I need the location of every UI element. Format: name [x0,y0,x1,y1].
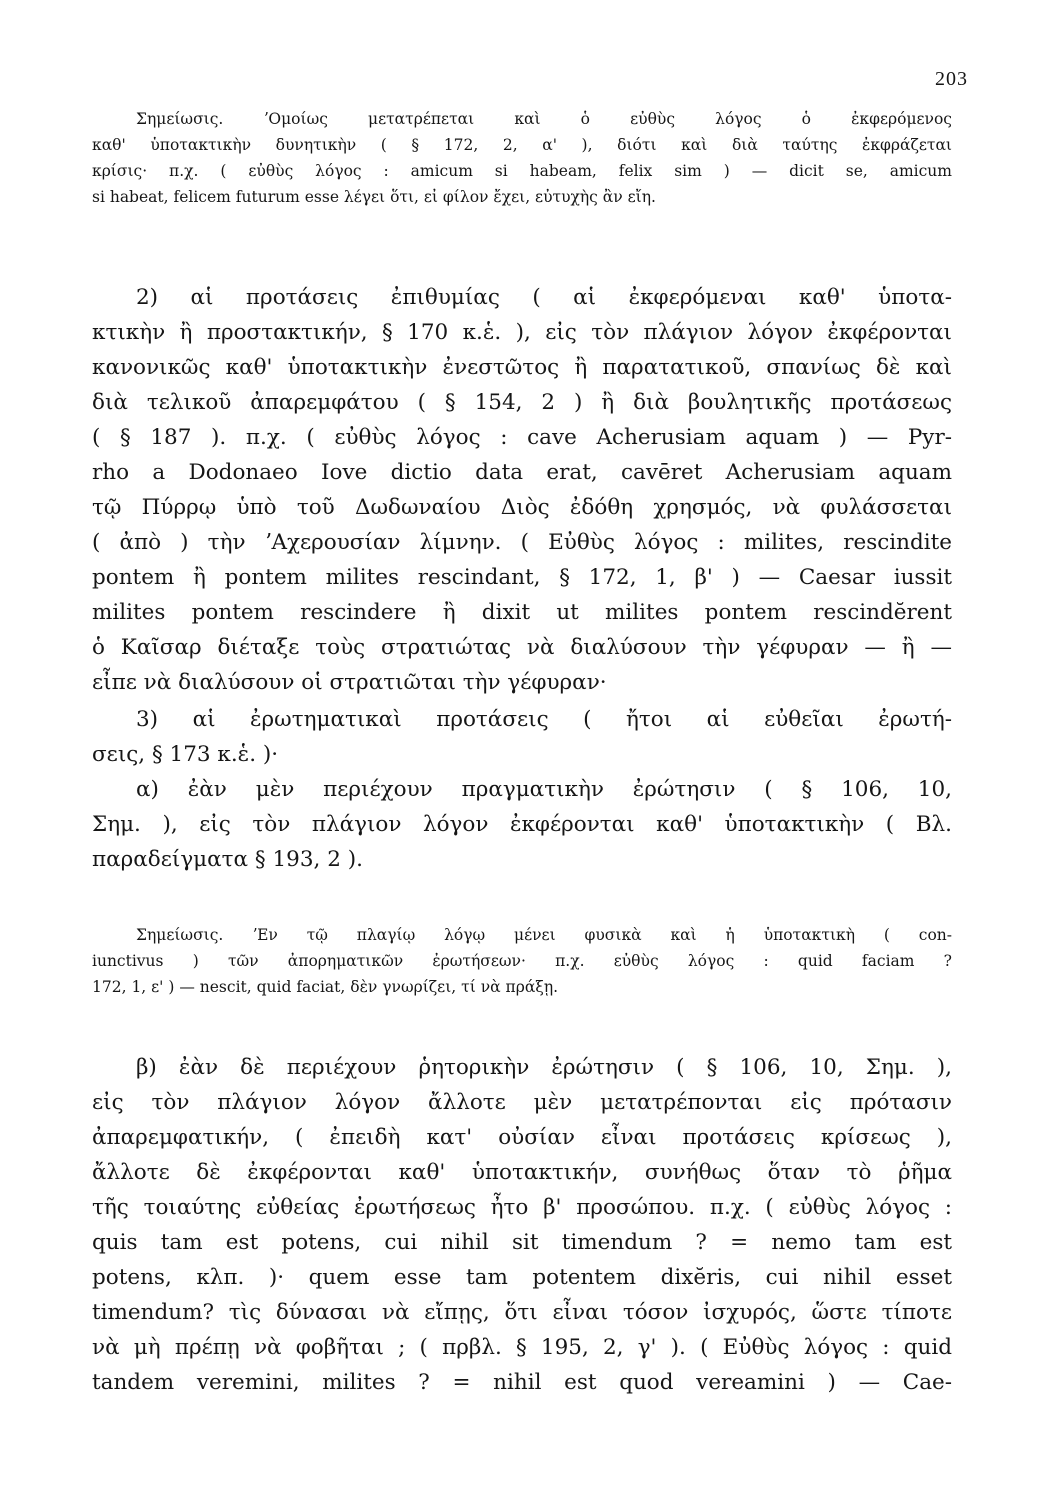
text-line: si habeat, felicem futurum esse λέγει ὅτι, εἰ φίλον ἔχει, εὐτυχὴς ἂν εἴη. [92,188,656,206]
text-line: iunctivus ) τῶν ἀπορηματικῶν ἐρωτήσεων· π.χ. εὐθὺς λόγος : quid faciam ? [92,952,952,970]
text-line: ( ἀπὸ ) τὴν ʼΑχερουσίαν λίμνην. ( Εὐθὺς λόγος : milites, rescindite [92,530,952,555]
text-line: 3) αἱ ἐρωτηματικαὶ προτάσεις ( ἤτοι αἱ εὐθεῖαι ἐρωτή- [136,707,952,732]
text-line: τῆς τοιαύτης εὐθείας ἐρωτήσεως ἦτο β' προσώπου. π.χ. ( εὐθὺς λόγος : [92,1195,952,1220]
text-line: εἶπε νὰ διαλύσουν οἱ στρατιῶται τὴν γέφυραν· [92,670,607,695]
note-1 [92,106,952,210]
text-line: Σημείωσις. ʼΟμοίως μετατρέπεται καὶ ὁ εὐθὺς λόγος ὁ ἐκφερόμενος [136,110,952,128]
text-line: τῷ Πύρρῳ ὑπὸ τοῦ Δωδωναίου Διὸς ἐδόθη χρησμός, νὰ φυλάσσεται [92,495,952,520]
text-line: Σημείωσις. ʼΕν τῷ πλαγίῳ λόγῳ μένει φυσικὰ καὶ ἡ ὑποτακτικὴ ( con- [136,926,952,944]
text-line: παραδείγματα § 193, 2 ). [92,847,363,872]
text-line: διὰ τελικοῦ ἀπαρεμφάτου ( § 154, 2 ) ἢ διὰ βουλητικῆς προτάσεως [92,390,952,415]
text-line: Σημ. ), εἰς τὸν πλάγιον λόγον ἐκφέρονται καθ' ὑποτακτικὴν ( Βλ. [92,812,952,837]
text-line: tandem veremini, milites ? = nihil est quod vereamini ) — Cae- [92,1370,952,1395]
text-line: milites pontem rescindere ἢ dixit ut milites pontem rescindĕrent [92,600,952,625]
section-2 [92,280,952,700]
text-line: 172, 1, ε' ) — nescit, quid faciat, δὲν γνωρίζει, τί νὰ πράξῃ. [92,978,559,996]
text-line: εἰς τὸν πλάγιον λόγον ἄλλοτε μὲν μετατρέπονται εἰς πρότασιν [92,1090,952,1115]
text-line: ἄλλοτε δὲ ἐκφέρονται καθ' ὑποτακτικήν, συνήθως ὅταν τὸ ῥῆμα [92,1160,952,1185]
text-line: σεις, § 173 κ.ἑ. )· [92,742,279,767]
text-line: α) ἐὰν μὲν περιέχουν πραγματικὴν ἐρώτησιν ( § 106, 10, [136,777,952,802]
section-beta [92,1050,952,1400]
text-line: ( § 187 ). π.χ. ( εὐθὺς λόγος : cave Acherusiam aquam ) — Pyr- [92,425,952,450]
text-line: β) ἐὰν δὲ περιέχουν ῥητορικὴν ἐρώτησιν ( § 106, 10, Σημ. ), [136,1055,952,1080]
text-line: κτικὴν ἢ προστακτικήν, § 170 κ.ἑ. ), εἰς τὸν πλάγιον λόγον ἐκφέρονται [92,320,952,345]
text-line: νὰ μὴ πρέπῃ νὰ φοβῆται ; ( πρβλ. § 195, 2, γ' ). ( Εὐθὺς λόγος : quid [92,1335,952,1360]
text-line: timendum? τὶς δύνασαι νὰ εἴπῃς, ὅτι εἶναι τόσον ἰσχυρός, ὥστε τίποτε [92,1300,952,1325]
text-line: potens, κλπ. )· quem esse tam potentem dixĕris, cui nihil esset [92,1265,952,1290]
text-line: 2) αἱ προτάσεις ἐπιθυμίας ( αἱ ἐκφερόμεναι καθ' ὑποτα- [136,285,952,310]
note-2 [92,922,952,1000]
text-line: καθ' ὑποτακτικὴν δυνητικὴν ( § 172, 2, α' ), διότι καὶ διὰ ταύτης ἐκφράζεται [92,136,952,154]
text-line: quis tam est potens, cui nihil sit timendum ? = nemo tam est [92,1230,952,1255]
text-line: κανονικῶς καθ' ὑποτακτικὴν ἐνεστῶτος ἢ παρατατικοῦ, σπανίως δὲ καὶ [92,355,952,380]
text-line: ὁ Καῖσαρ διέταξε τοὺς στρατιώτας νὰ διαλύσουν τὴν γέφυραν — ἢ — [92,635,952,660]
text-line: κρίσις· π.χ. ( εὐθὺς λόγος : amicum si habeam, felix sim ) — dicit se, amicum [92,162,952,180]
page-number: 203 [935,68,968,90]
text-line: pontem ἢ pontem milites rescindant, § 172, 1, β' ) — Caesar iussit [92,565,952,590]
text-line: ἀπαρεμφατικήν, ( ἐπειδὴ κατ' οὐσίαν εἶναι προτάσεις κρίσεως ), [92,1125,952,1150]
section-3 [92,702,952,877]
text-line: rho a Dodonaeo Iove dictio data erat, cavēret Acherusiam aquam [92,460,952,485]
